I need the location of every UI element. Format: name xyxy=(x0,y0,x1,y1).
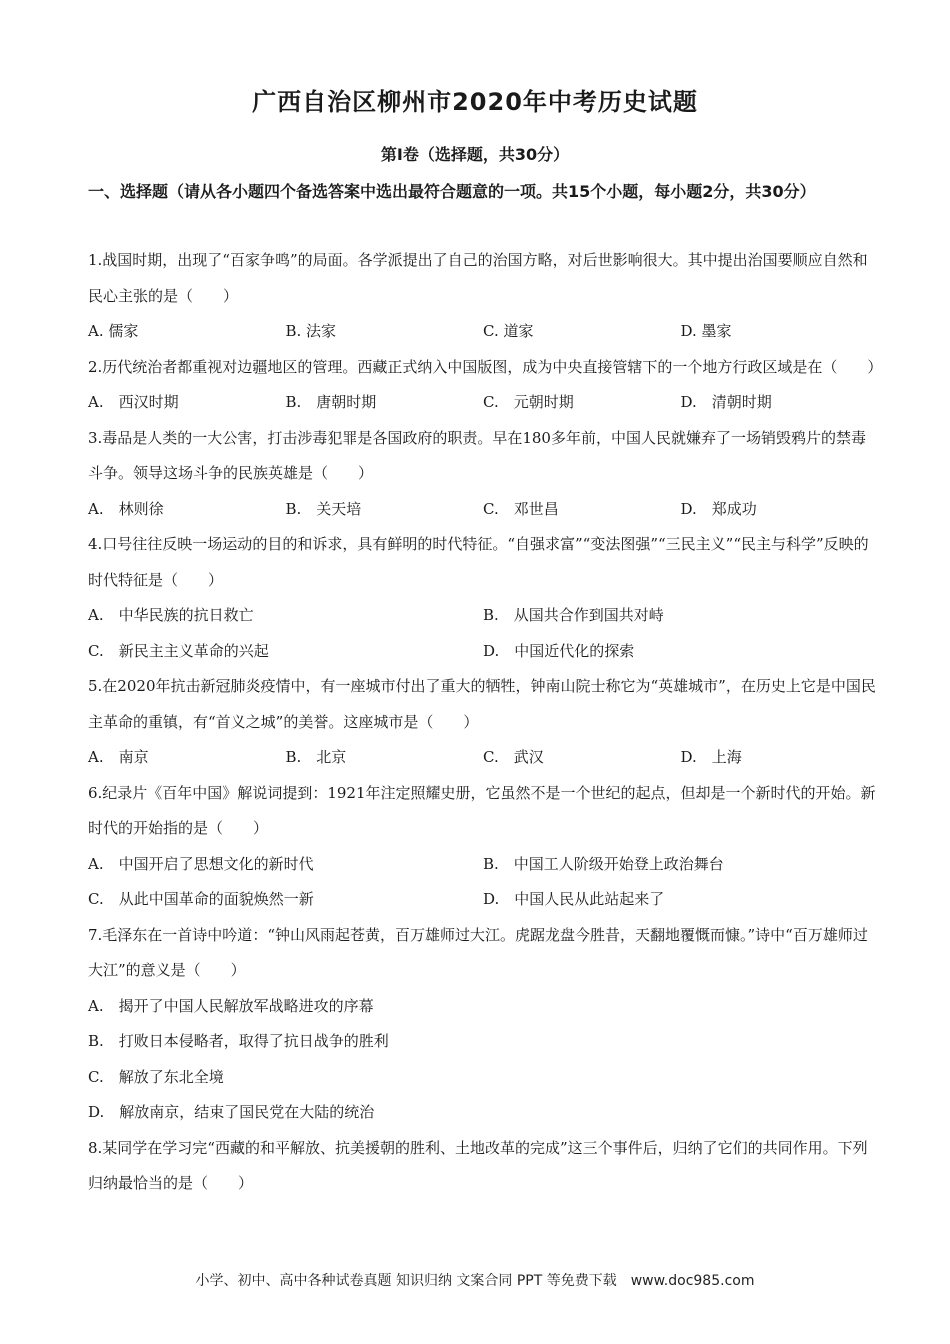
option-a: A. 中华民族的抗日救亡 xyxy=(88,606,254,624)
option-row xyxy=(88,385,878,421)
option-c: C. 元朝时期 xyxy=(483,393,574,411)
question xyxy=(88,918,878,1131)
option-row xyxy=(88,1024,878,1060)
question xyxy=(88,776,878,918)
question xyxy=(88,350,883,421)
option-c: C. 武汉 xyxy=(483,748,544,766)
question xyxy=(88,1131,878,1202)
question-stem: 2.历代统治者都重视对边疆地区的管理。西藏正式纳入中国版图，成为中央直接管辖下的一个地方行政区域是在（ ） xyxy=(88,357,883,376)
option-d: D. 墨家 xyxy=(680,322,732,340)
option-d: D. 清朝时期 xyxy=(680,393,772,411)
option-b: B. 关天培 xyxy=(285,499,362,518)
page-subtitle: 第Ⅰ卷（选择题，共30分） xyxy=(380,145,570,164)
option-row xyxy=(88,740,878,776)
option-a: A. 揭开了中国人民解放军战略进攻的序幕 xyxy=(88,996,374,1015)
question-stem: 8.某同学在学习完“西藏的和平解放、抗美援朝的胜利、土地改革的完成”这三个事件后，归纳了它们的共同作用。下列归纳最恰当的是（ ） xyxy=(88,1138,868,1192)
option-row xyxy=(88,989,878,1025)
option-row xyxy=(88,492,878,528)
option-row xyxy=(88,882,878,918)
section-heading: 一、选择题（请从各小题四个备选答案中选出最符合题意的一项。共15个小题，每小题2分，共30分） xyxy=(88,182,816,201)
question xyxy=(88,669,878,776)
option-d: D. 中国人民从此站起来了 xyxy=(483,890,665,908)
page-title: 广西自治区柳州市2020年中考历史试题 xyxy=(252,88,698,116)
question xyxy=(88,527,878,669)
option-a: A. 儒家 xyxy=(88,322,139,340)
option-b: B. 唐朝时期 xyxy=(285,393,377,411)
option-b: B. 中国工人阶级开始登上政治舞台 xyxy=(483,854,724,873)
option-c: C. 邓世昌 xyxy=(483,499,559,518)
option-row xyxy=(88,598,878,634)
question-stem: 3.毒品是人类的一大公害，打击涉毒犯罪是各国政府的职责。早在180多年前，中国人民就嫌弃了一场销毁鸦片的禁毒斗争。领导这场斗争的民族英雄是（ ） xyxy=(88,428,866,482)
option-row xyxy=(88,634,878,670)
option-b: B. 北京 xyxy=(285,748,347,766)
question-stem: 1.战国时期，出现了“百家争鸣”的局面。各学派提出了自己的治国方略，对后世影响很大。其中提出治国要顺应自然和民心主张的是（ ） xyxy=(88,251,868,305)
question-stem: 5.在2020年抗击新冠肺炎疫情中，有一座城市付出了重大的牺牲，钟南山院士称它为“英雄城市”，在历史上它是中国民主革命的重镇，有“首义之城”的美誉。这座城市是（ ） xyxy=(88,677,876,731)
option-row xyxy=(88,314,878,350)
option-c: C. 道家 xyxy=(483,322,534,340)
option-b: B. 从国共合作到国共对峙 xyxy=(483,606,664,624)
option-row xyxy=(88,1060,878,1096)
question xyxy=(88,243,878,350)
option-d: D. 上海 xyxy=(680,748,742,766)
option-b: B. 打败日本侵略者，取得了抗日战争的胜利 xyxy=(88,1032,389,1050)
option-c: C. 解放了东北全境 xyxy=(88,1067,224,1086)
option-a: A. 林则徐 xyxy=(88,499,164,518)
question-stem: 6.纪录片《百年中国》解说词提到：1921年注定照耀史册，它虽然不是一个世纪的起点，但却是一个新时代的开始。新时代的开始指的是（ ） xyxy=(88,783,876,837)
option-d: D. 中国近代化的探索 xyxy=(483,641,635,660)
question-list xyxy=(88,243,883,1202)
option-a: A. 南京 xyxy=(88,748,149,766)
question-stem: 4.口号往往反映一场运动的目的和诉求，具有鲜明的时代特征。“自强求富”“变法图强”“三民主义”“民主与科学”反映的时代特征是（ ） xyxy=(88,535,869,589)
option-a: A. 中国开启了思想文化的新时代 xyxy=(88,854,314,873)
option-c: C. 从此中国革命的面貌焕然一新 xyxy=(88,890,314,908)
question xyxy=(88,421,878,528)
option-d: D. 郑成功 xyxy=(680,499,757,518)
option-d: D. 解放南京，结束了国民党在大陆的统治 xyxy=(88,1103,375,1121)
option-c: C. 新民主主义革命的兴起 xyxy=(88,641,269,660)
question-stem: 7.毛泽东在一首诗中吟道：“钟山风雨起苍黄，百万雄师过大江。虎踞龙盘今胜昔，天翻地覆慨而慷。”诗中“百万雄师过大江”的意义是（ ） xyxy=(88,925,868,979)
option-row xyxy=(88,847,878,883)
option-a: A. 西汉时期 xyxy=(88,393,179,411)
option-b: B. 法家 xyxy=(285,322,337,340)
option-row xyxy=(88,1095,878,1131)
page-footer: 小学、初中、高中各种试卷真题 知识归纳 文案合同 PPT 等免费下载 www.doc985.com xyxy=(195,1273,755,1289)
